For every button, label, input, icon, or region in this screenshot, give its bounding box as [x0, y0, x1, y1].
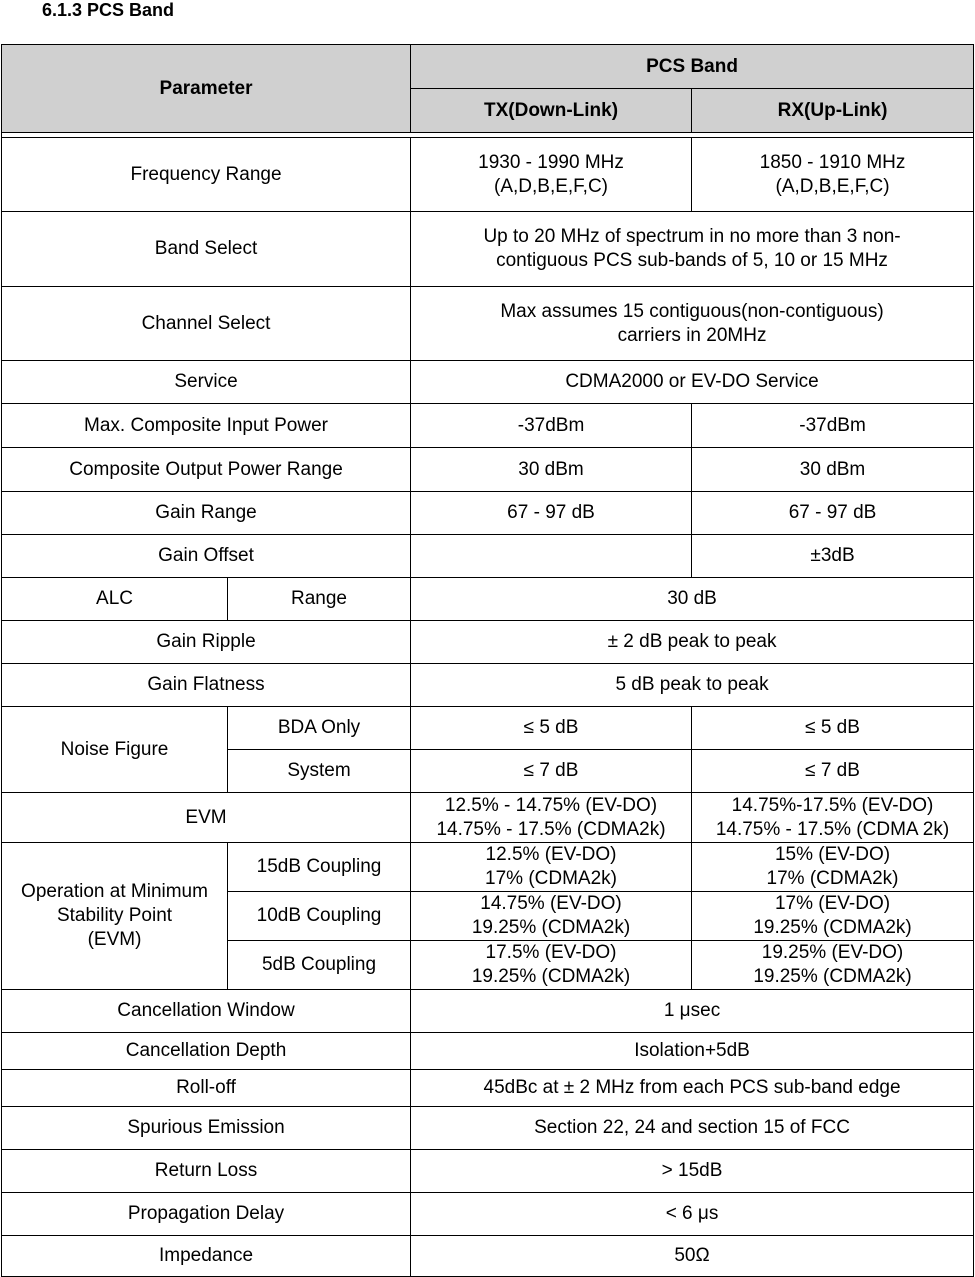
- shared-value: Section 22, 24 and section 15 of FCC: [411, 1107, 974, 1150]
- rx-value: 67 - 97 dB: [692, 492, 974, 535]
- param-label: EVM: [2, 793, 411, 843]
- param-label: ALC: [2, 578, 228, 621]
- table-row: [2, 1070, 974, 1107]
- param-label: Gain Range: [2, 492, 411, 535]
- table-row: [2, 578, 974, 621]
- header-tx: TX(Down-Link): [411, 89, 692, 133]
- tx-value: 67 - 97 dB: [411, 492, 692, 535]
- shared-value: Isolation+5dB: [411, 1033, 974, 1070]
- param-label: Return Loss: [2, 1150, 411, 1193]
- rx-value: 15% (EV-DO) 17% (CDMA2k): [692, 843, 974, 892]
- rx-value: 30 dBm: [692, 448, 974, 492]
- table-row: [2, 535, 974, 578]
- tx-value: ≤ 7 dB: [411, 750, 692, 793]
- shared-value: ± 2 dB peak to peak: [411, 621, 974, 664]
- param-label: Roll-off: [2, 1070, 411, 1107]
- shared-value: 1 μsec: [411, 990, 974, 1033]
- param-label: Band Select: [2, 212, 411, 287]
- param-label: Gain Offset: [2, 535, 411, 578]
- tx-value: 12.5% - 14.75% (EV-DO) 14.75% - 17.5% (CDMA2k): [411, 793, 692, 843]
- rx-value: -37dBm: [692, 404, 974, 448]
- param-label: Gain Flatness: [2, 664, 411, 707]
- tx-value: 30 dBm: [411, 448, 692, 492]
- header-pcs-band: PCS Band: [411, 45, 974, 89]
- tx-value: ≤ 5 dB: [411, 707, 692, 750]
- sub-param-label: 5dB Coupling: [228, 941, 411, 990]
- param-label: Noise Figure: [2, 707, 228, 793]
- rx-value: ≤ 5 dB: [692, 707, 974, 750]
- shared-value: 45dBc at ± 2 MHz from each PCS sub-band edge: [411, 1070, 974, 1107]
- table-row: [2, 1033, 974, 1070]
- table-row: [2, 843, 974, 892]
- rx-value: 14.75%-17.5% (EV-DO) 14.75% - 17.5% (CDMA 2k): [692, 793, 974, 843]
- param-label: Impedance: [2, 1236, 411, 1277]
- param-label: Channel Select: [2, 287, 411, 361]
- tx-value: 14.75% (EV-DO) 19.25% (CDMA2k): [411, 892, 692, 941]
- sub-param-label: Range: [228, 578, 411, 621]
- table-row: [2, 1150, 974, 1193]
- table-row: [2, 361, 974, 404]
- table-row: [2, 448, 974, 492]
- table-row: [2, 138, 974, 212]
- param-label: Service: [2, 361, 411, 404]
- shared-value: CDMA2000 or EV-DO Service: [411, 361, 974, 404]
- section-heading: 6.1.3 PCS Band: [42, 0, 175, 20]
- sub-param-label: BDA Only: [228, 707, 411, 750]
- param-label: Cancellation Depth: [2, 1033, 411, 1070]
- shared-value: 30 dB: [411, 578, 974, 621]
- pcs-band-spec-table: [1, 44, 974, 1277]
- param-label: Spurious Emission: [2, 1107, 411, 1150]
- param-label: Composite Output Power Range: [2, 448, 411, 492]
- shared-value: < 6 μs: [411, 1193, 974, 1236]
- tx-value: [411, 535, 692, 578]
- table-row: [2, 664, 974, 707]
- table-row: [2, 707, 974, 750]
- param-label: Gain Ripple: [2, 621, 411, 664]
- shared-value: > 15dB: [411, 1150, 974, 1193]
- rx-value: ±3dB: [692, 535, 974, 578]
- tx-value: -37dBm: [411, 404, 692, 448]
- header-parameter: Parameter: [2, 45, 411, 133]
- rx-value: 17% (EV-DO) 19.25% (CDMA2k): [692, 892, 974, 941]
- table-row: [2, 1107, 974, 1150]
- table-row: [2, 1193, 974, 1236]
- param-label: Cancellation Window: [2, 990, 411, 1033]
- shared-value: Up to 20 MHz of spectrum in no more than 3 non- contiguous PCS sub-bands of 5, 10 or 15 MHz: [411, 212, 974, 287]
- sub-param-label: 10dB Coupling: [228, 892, 411, 941]
- tx-value: 17.5% (EV-DO) 19.25% (CDMA2k): [411, 941, 692, 990]
- table-row: [2, 287, 974, 361]
- table-row: [2, 1236, 974, 1277]
- table-row: [2, 404, 974, 448]
- rx-value: ≤ 7 dB: [692, 750, 974, 793]
- param-label: Max. Composite Input Power: [2, 404, 411, 448]
- header-rx: RX(Up-Link): [692, 89, 974, 133]
- table-row: [2, 212, 974, 287]
- shared-value: 50Ω: [411, 1236, 974, 1277]
- shared-value: 5 dB peak to peak: [411, 664, 974, 707]
- shared-value: Max assumes 15 contiguous(non-contiguous) carriers in 20MHz: [411, 287, 974, 361]
- table-row: [2, 621, 974, 664]
- param-label: Operation at Minimum Stability Point (EVM): [2, 843, 228, 990]
- table-row: [2, 492, 974, 535]
- table-row: [2, 990, 974, 1033]
- tx-value: 12.5% (EV-DO) 17% (CDMA2k): [411, 843, 692, 892]
- table-row: [2, 793, 974, 843]
- rx-value: 19.25% (EV-DO) 19.25% (CDMA2k): [692, 941, 974, 990]
- sub-param-label: 15dB Coupling: [228, 843, 411, 892]
- sub-param-label: System: [228, 750, 411, 793]
- rx-value: 1850 - 1910 MHz (A,D,B,E,F,C): [692, 138, 974, 212]
- param-label: Frequency Range: [2, 138, 411, 212]
- tx-value: 1930 - 1990 MHz (A,D,B,E,F,C): [411, 138, 692, 212]
- param-label: Propagation Delay: [2, 1193, 411, 1236]
